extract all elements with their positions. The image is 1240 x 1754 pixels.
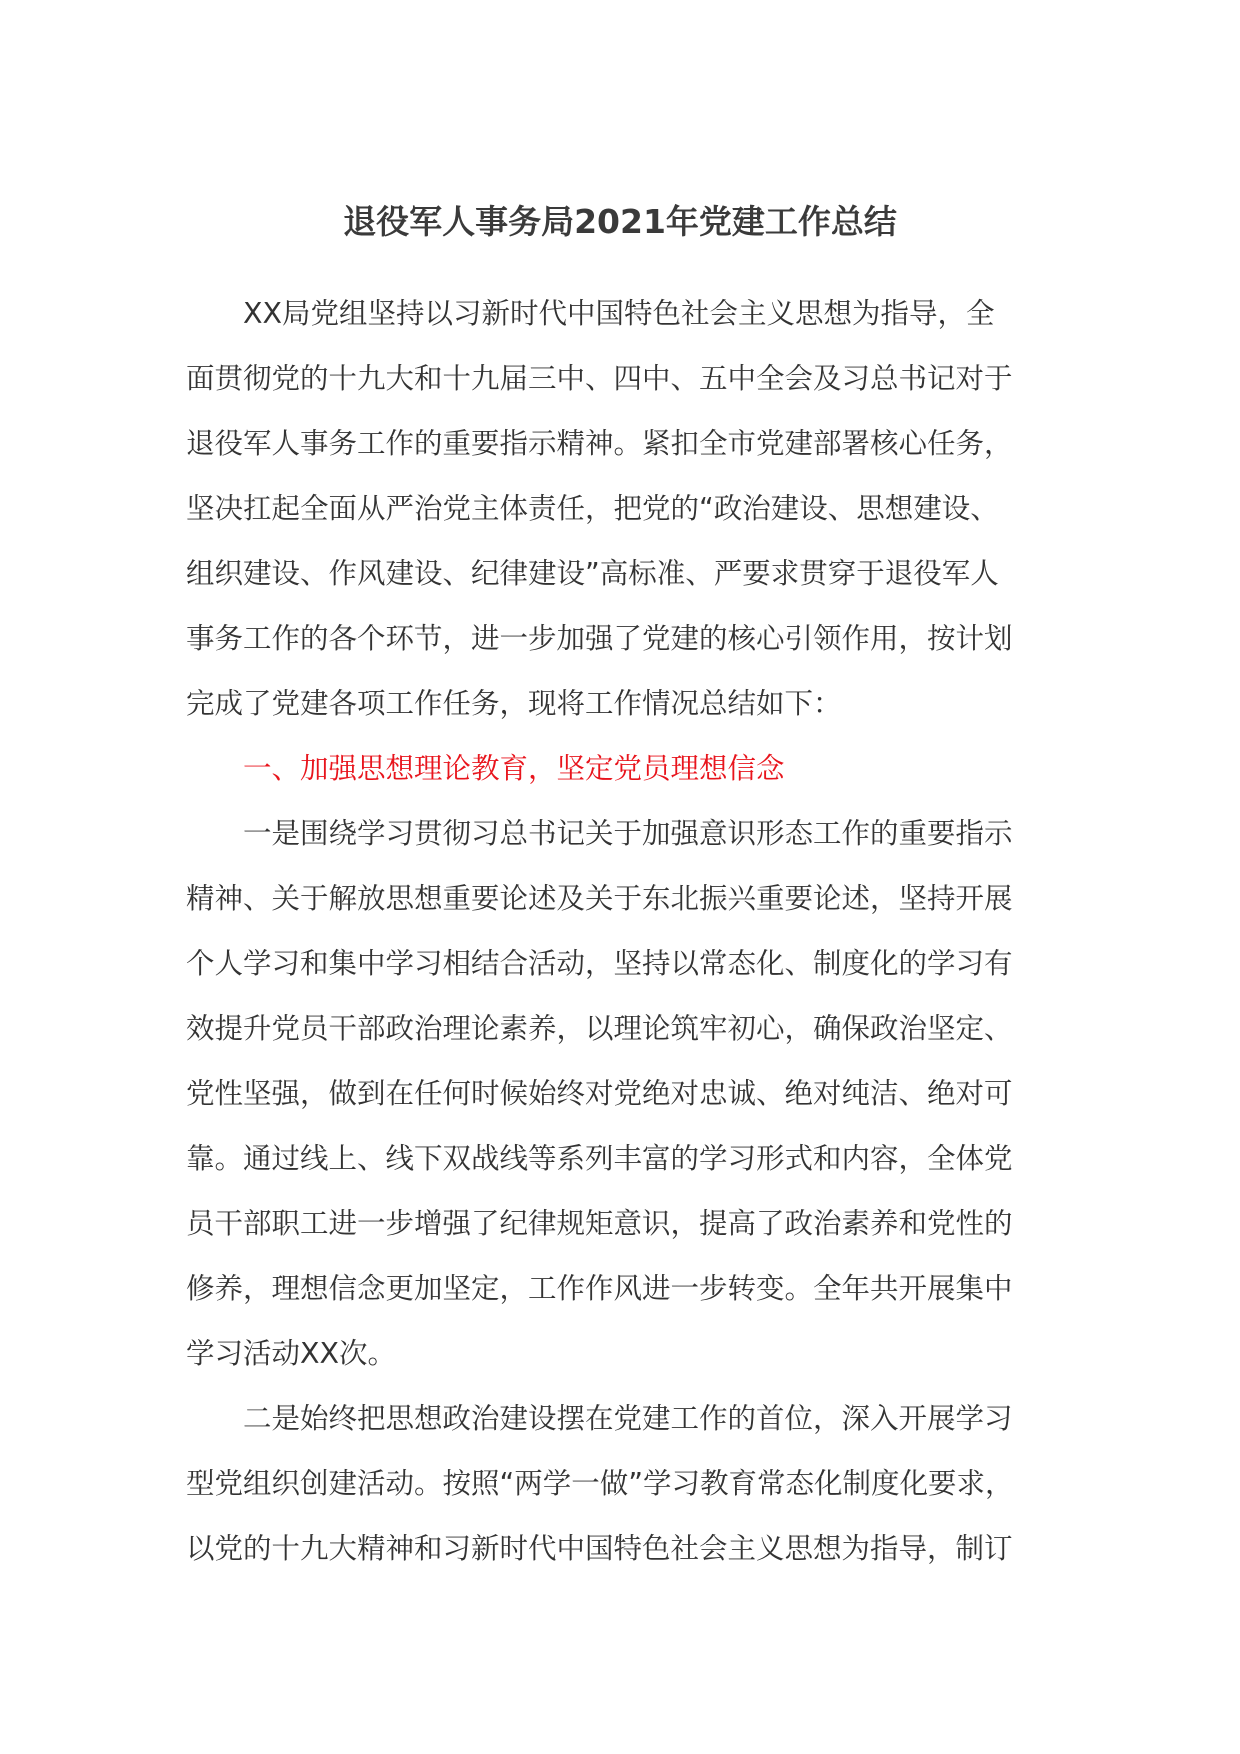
paragraph-line: 以党的十九大精神和习新时代中国特色社会主义思想为指导，制订 (186, 1532, 1013, 1565)
paragraph-line: 员干部职工进一步增强了纪律规矩意识，提高了政治素养和党性的 (186, 1207, 1013, 1240)
paragraph-line: 二是始终把思想政治建设摆在党建工作的首位，深入开展学习 (243, 1402, 1013, 1435)
paragraph-line: 事务工作的各个环节，进一步加强了党建的核心引领作用，按计划 (186, 622, 1013, 655)
paragraph-line: 组织建设、作风建设、纪律建设”高标准、严要求贯穿于退役军人 (186, 557, 999, 590)
paragraph-line: 面贯彻党的十九大和十九届三中、四中、五中全会及习总书记对于 (186, 362, 1013, 395)
paragraph-line: 修养，理想信念更加坚定，工作作风进一步转变。全年共开展集中 (186, 1272, 1013, 1305)
paragraph-line: 学习活动XX次。 (186, 1337, 397, 1370)
paragraph-line: XX局党组坚持以习新时代中国特色社会主义思想为指导，全 (243, 297, 995, 330)
paragraph-line: 型党组织创建活动。按照“两学一做”学习教育常态化制度化要求， (186, 1467, 1014, 1500)
section-paragraph (186, 801, 1054, 1386)
paragraph-line: 退役军人事务工作的重要指示精神。紧扣全市党建部署核心任务， (186, 427, 1013, 460)
paragraph-line: 党性坚强，做到在任何时候始终对党绝对忠诚、绝对纯洁、绝对可 (186, 1077, 1013, 1110)
document-title: 退役军人事务局2021年党建工作总结 (343, 202, 897, 241)
paragraph-line: 效提升党员干部政治理论素养，以理论筑牢初心，确保政治坚定、 (186, 1012, 1013, 1045)
paragraph-line: 精神、关于解放思想重要论述及关于东北振兴重要论述，坚持开展 (186, 882, 1013, 915)
document-body (186, 281, 1054, 1581)
paragraph-line: 坚决扛起全面从严治党主体责任，把党的“政治建设、思想建设、 (186, 492, 999, 525)
paragraph-line: 靠。通过线上、线下双战线等系列丰富的学习形式和内容，全体党 (186, 1142, 1013, 1175)
paragraph-line: 完成了党建各项工作任务，现将工作情况总结如下： (186, 687, 842, 720)
paragraph-line: 个人学习和集中学习相结合活动，坚持以常态化、制度化的学习有 (186, 947, 1013, 980)
section-paragraph (186, 1386, 1054, 1581)
section-heading: 一、加强思想理论教育，坚定党员理想信念 (243, 752, 785, 785)
paragraph-line: 一是围绕学习贯彻习总书记关于加强意识形态工作的重要指示 (243, 817, 1013, 850)
intro-paragraph (186, 281, 1054, 736)
